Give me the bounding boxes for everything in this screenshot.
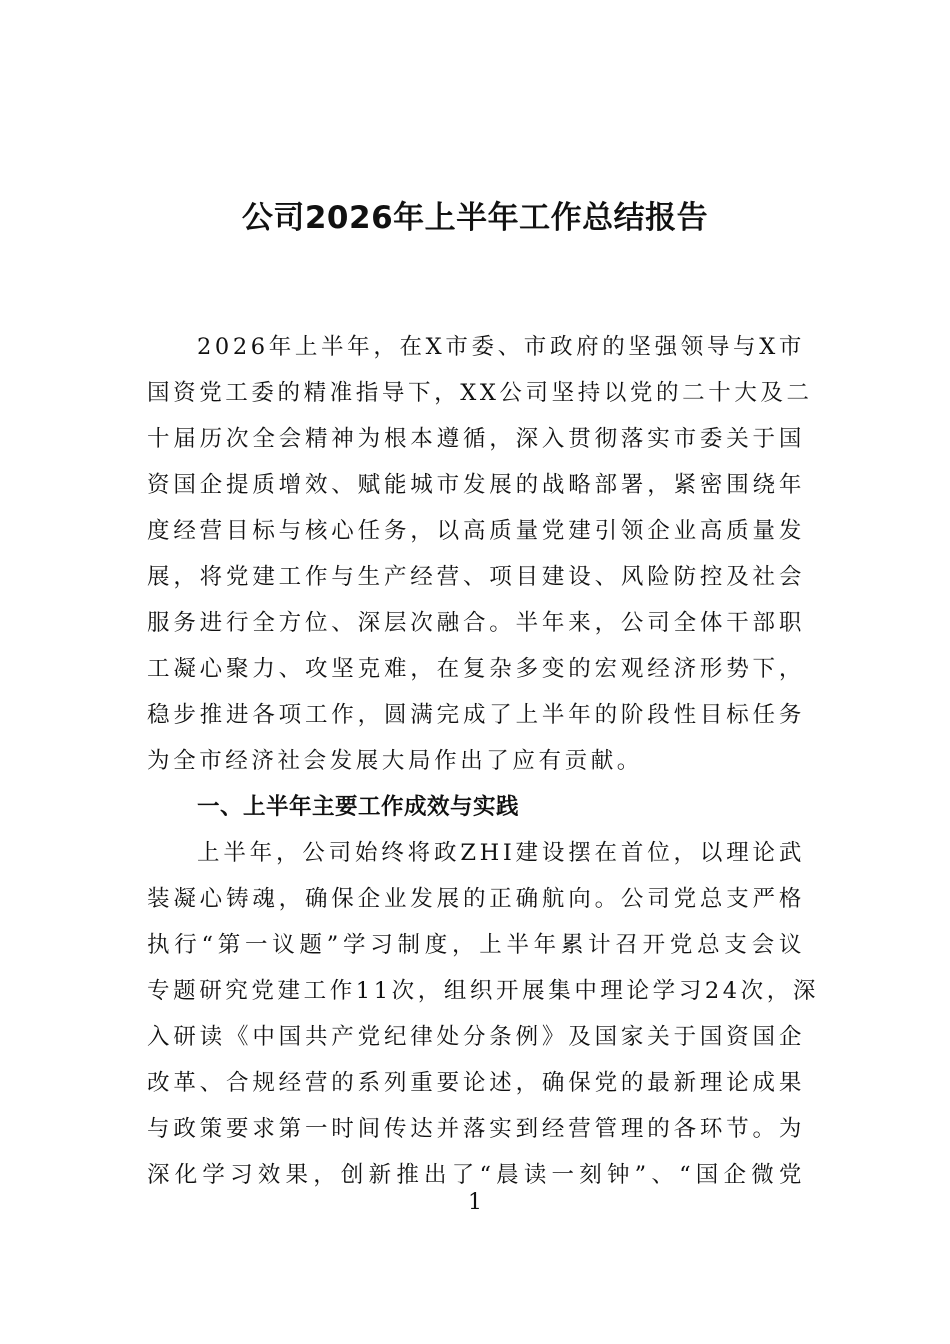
text-line: 十届历次全会精神为根本遵循，深入贯彻落实市委关于国: [147, 426, 805, 452]
text-line: 上半年，公司始终将政ZHI建设摆在首位，以理论武: [197, 840, 805, 866]
text-line: 执行“第一议题”学习制度，上半年累计召开党总支会议: [147, 932, 805, 958]
text-line: 国资党工委的精准指导下，XX公司坚持以党的二十大及二: [147, 380, 813, 406]
text-line: 深化学习效果，创新推出了“晨读一刻钟”、“国企微党: [147, 1162, 805, 1188]
document-title: 公司2026年上半年工作总结报告: [241, 200, 709, 236]
text-line: 度经营目标与核心任务，以高质量党建引领企业高质量发: [147, 518, 805, 544]
text-line: 稳步推进各项工作，圆满完成了上半年的阶段性目标任务: [147, 702, 805, 728]
text-line: 2026年上半年，在X市委、市政府的坚强领导与X市: [197, 334, 805, 360]
page-number: 1: [468, 1190, 482, 1215]
text-line: 装凝心铸魂，确保企业发展的正确航向。公司党总支严格: [147, 886, 805, 912]
text-line: 工凝心聚力、攻坚克难，在复杂多变的宏观经济形势下，: [147, 656, 805, 682]
text-line: 入研读《中国共产党纪律处分条例》及国家关于国资国企: [147, 1024, 805, 1050]
text-line: 展，将党建工作与生产经营、项目建设、风险防控及社会: [147, 564, 805, 590]
paragraph-section1: [147, 830, 819, 1198]
section-heading: 一、上半年主要工作成效与实践: [197, 794, 520, 820]
text-line: 服务进行全方位、深层次融合。半年来，公司全体干部职: [147, 610, 805, 636]
text-line: 与政策要求第一时间传达并落实到经营管理的各环节。为: [147, 1116, 805, 1142]
document-body: [147, 324, 819, 1198]
text-line: 为全市经济社会发展大局作出了应有贡献。: [147, 748, 643, 774]
text-line: 专题研究党建工作11次，组织开展集中理论学习24次，深: [147, 978, 819, 1004]
text-line: 资国企提质增效、赋能城市发展的战略部署，紧密围绕年: [147, 472, 805, 498]
text-line: 改革、合规经营的系列重要论述，确保党的最新理论成果: [147, 1070, 805, 1096]
paragraph-intro: [147, 324, 813, 784]
